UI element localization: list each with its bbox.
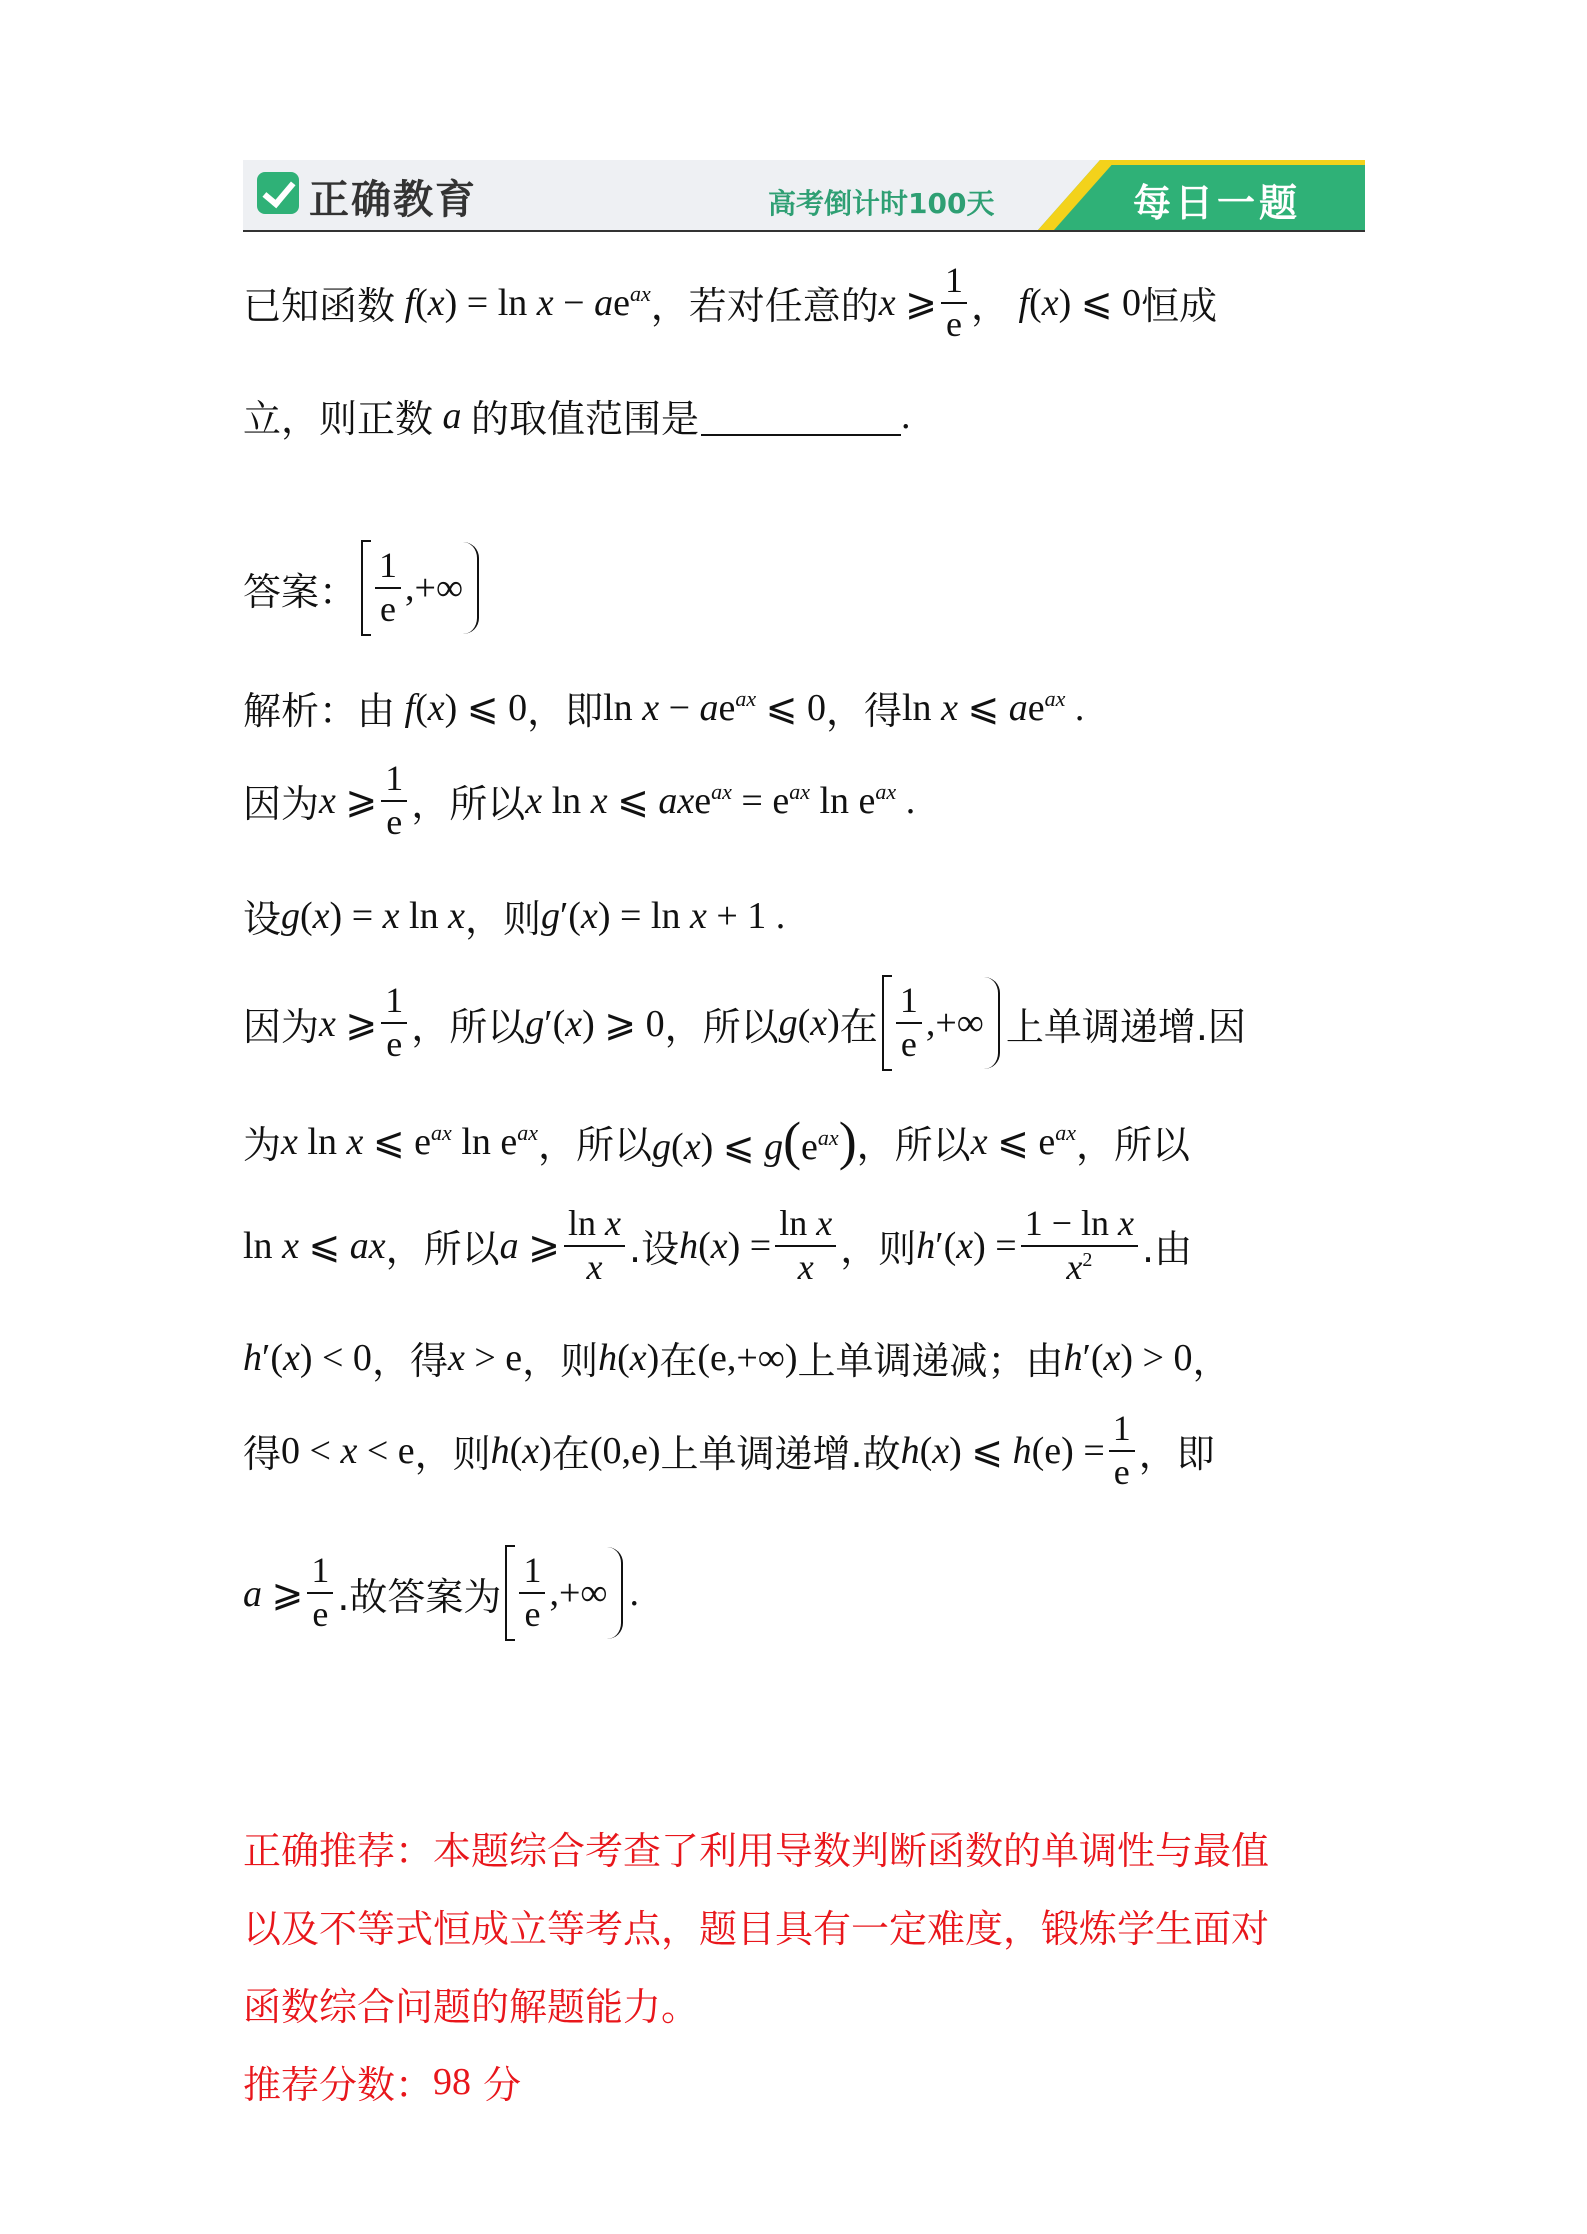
analysis-text: ，则 [840, 1227, 917, 1272]
analysis-text: ，得 [825, 689, 902, 733]
fraction-1-over-e: $\frac{1}{e}$ [381, 760, 407, 842]
math: h(x) ⩽ h(e) = [900, 1430, 1105, 1473]
recommend-score [243, 2054, 521, 2109]
analysis-text: 为 [243, 1122, 282, 1167]
header-banner [243, 160, 1365, 230]
math-fx-def: $f(x) = \ln x - ae^{ax}$ [404, 280, 651, 324]
answer-blank [701, 396, 901, 436]
question-text: . [901, 394, 911, 437]
analysis-line-3 [243, 888, 785, 943]
question-line-1 [243, 262, 1217, 344]
math: (e,+∞) [697, 1336, 798, 1379]
math: x ⩽ $e^{ax}$ [970, 1119, 1077, 1163]
math: g(x) [778, 1002, 840, 1044]
fraction-lnx-over-x: $\frac{\text{ln x}}{x}$ [564, 1205, 625, 1287]
math: a ⩾ [243, 1572, 304, 1615]
question-line-2 [243, 388, 911, 443]
analysis-text: .由 [1141, 1227, 1193, 1272]
analysis-text: . [629, 1572, 639, 1614]
math: g′(x) = ln x + 1 . [540, 894, 786, 937]
analysis-text: ，则 [522, 1339, 599, 1383]
fraction-derivative: $\frac{\text{1 − ln x}}{x^2}$ [1021, 1205, 1138, 1287]
math: ln x ⩽ ax [243, 1225, 386, 1268]
analysis-text: ，则 [464, 897, 541, 941]
analysis-text: .设 [629, 1227, 680, 1272]
right-paren [607, 1547, 623, 1639]
fraction-1-over-e: $\frac{1}{e}$ [941, 262, 967, 344]
answer-line [243, 540, 485, 636]
left-bracket [505, 1545, 515, 1641]
right-paren [984, 977, 1000, 1069]
fraction-1-over-e: $\frac{1}{e}$ [1109, 1410, 1135, 1492]
score-value: 98 [433, 2060, 472, 2103]
math: x > e [447, 1336, 523, 1379]
math-fx-leq-0: f(x) ⩽ 0 [1018, 282, 1142, 325]
fraction-1-over-e: $\frac{1}{e}$ [896, 982, 922, 1064]
analysis-text: 在 [551, 1432, 590, 1477]
math: g(x) = x ln x [281, 894, 465, 937]
math-comma-inf: ,+∞ [405, 567, 464, 609]
analysis-line-9 [243, 1545, 639, 1641]
left-bracket [882, 975, 892, 1071]
fraction-1-over-e: $\frac{1}{e}$ [307, 1552, 333, 1634]
math: $\ln x - ae^{ax}$ ⩽ 0 [603, 686, 826, 729]
math: h′(x) < 0 [243, 1336, 372, 1379]
analysis-text: 在 [839, 1004, 878, 1049]
fraction-1-over-e: $\frac{1}{e}$ [519, 1552, 545, 1634]
analysis-text: 上单调递减；由 [797, 1339, 1064, 1383]
analysis-text: ，所以 [385, 1227, 500, 1272]
analysis-text: ， [1192, 1339, 1231, 1383]
math: h′(x) = [916, 1224, 1017, 1267]
math: x ⩾ [319, 780, 378, 823]
daily-question-badge [1038, 160, 1365, 230]
analysis-text: ，所以 [856, 1122, 971, 1167]
math: a ⩾ [499, 1225, 561, 1268]
analysis-line-4 [243, 975, 1246, 1071]
question-text: ， [970, 284, 1009, 329]
math: h(x) [490, 1429, 552, 1472]
math-geq: ⩾ [895, 282, 937, 325]
analysis-text: 解析：由 [243, 689, 396, 733]
fraction-1-over-e: $\frac{1}{e}$ [375, 547, 401, 629]
analysis-line-1 [243, 680, 1084, 735]
analysis-text: 设 [243, 897, 282, 941]
question-text: 恒成 [1141, 284, 1218, 329]
math-x: x [878, 281, 896, 324]
math-comma-inf: ,+∞ [925, 1002, 984, 1044]
math: (0,e) [589, 1429, 661, 1472]
analysis-text: ，所以 [664, 1004, 779, 1049]
analysis-text: ，即 [1138, 1432, 1215, 1477]
analysis-line-7 [243, 1330, 1231, 1385]
badge-text: 每日一题 [1133, 181, 1302, 225]
analysis-line-8 [243, 1410, 1215, 1492]
analysis-text: 得 [243, 1432, 282, 1477]
question-text: ，若对任意的 [650, 284, 879, 329]
math: h(x) [598, 1336, 660, 1379]
recommend-line-1: 正确推荐：本题综合考查了利用导数判断函数的单调性与最值 [243, 1829, 1270, 1873]
question-text: 的取值范围是 [471, 397, 700, 441]
math: h′(x) > 0 [1063, 1336, 1193, 1379]
question-text: 立，则正数 [243, 397, 434, 441]
analysis-text: ，得 [371, 1339, 448, 1383]
countdown-text: 高考倒计时100天 [768, 187, 995, 220]
recommend-line-3: 函数综合问题的解题能力。 [243, 1985, 700, 2029]
score-unit: 分 [483, 2063, 522, 2107]
analysis-text: ，所以 [538, 1122, 653, 1167]
analysis-text: ，所以 [411, 782, 526, 827]
analysis-text: 上单调递增.因 [1005, 1004, 1246, 1049]
analysis-line-5 [243, 1110, 1190, 1172]
analysis-text: ，所以 [1076, 1122, 1191, 1167]
math: g′(x) ⩾ 0 [525, 1002, 665, 1045]
check-logo-icon [257, 172, 299, 214]
math: ln x ⩽ $ae^{ax}$ . [902, 686, 1085, 729]
fraction-lnx-over-x: $\frac{\text{ln x}}{x}$ [775, 1205, 836, 1287]
left-bracket [361, 540, 371, 636]
math: x ⩾ [319, 1002, 378, 1045]
recommend-line-2: 以及不等式恒成立等考点，题目具有一定难度，锻炼学生面对 [243, 1907, 1270, 1951]
math-comma-inf: ,+∞ [549, 1572, 608, 1614]
math: f(x) ⩽ 0 [404, 687, 528, 729]
math: g(x) ⩽ $g(e^{ax})$ [652, 1111, 857, 1171]
question-text: 已知函数 [243, 284, 396, 329]
analysis-line-2 [243, 760, 915, 842]
right-paren [463, 542, 479, 634]
logo-text: 正确教育 [309, 177, 477, 223]
analysis-text: 上单调递增.故 [660, 1432, 901, 1477]
header-rule [243, 230, 1365, 232]
math: x ln x ⩽ $axe^{ax} = e^{ax}$ $\ln e^{ax}$ . [525, 779, 916, 823]
math-a: a [433, 394, 472, 437]
analysis-text: ，即 [527, 689, 604, 733]
analysis-text: ，所以 [411, 1004, 526, 1049]
analysis-line-6 [243, 1205, 1192, 1287]
analysis-text: 因为 [243, 1004, 320, 1049]
analysis-text: 因为 [243, 782, 320, 827]
math: 0 < x < e [281, 1429, 415, 1472]
math: x ln x ⩽ $e^{ax}$ $\ln e^{ax}$ [281, 1119, 539, 1163]
fraction-1-over-e: $\frac{1}{e}$ [381, 982, 407, 1064]
analysis-text: 在 [659, 1339, 698, 1383]
analysis-text: .故答案为 [337, 1574, 502, 1619]
math: h(x) = [679, 1224, 772, 1267]
answer-label: 答案： [243, 569, 358, 614]
analysis-text: ，则 [414, 1432, 491, 1477]
score-label: 推荐分数： [243, 2063, 434, 2107]
